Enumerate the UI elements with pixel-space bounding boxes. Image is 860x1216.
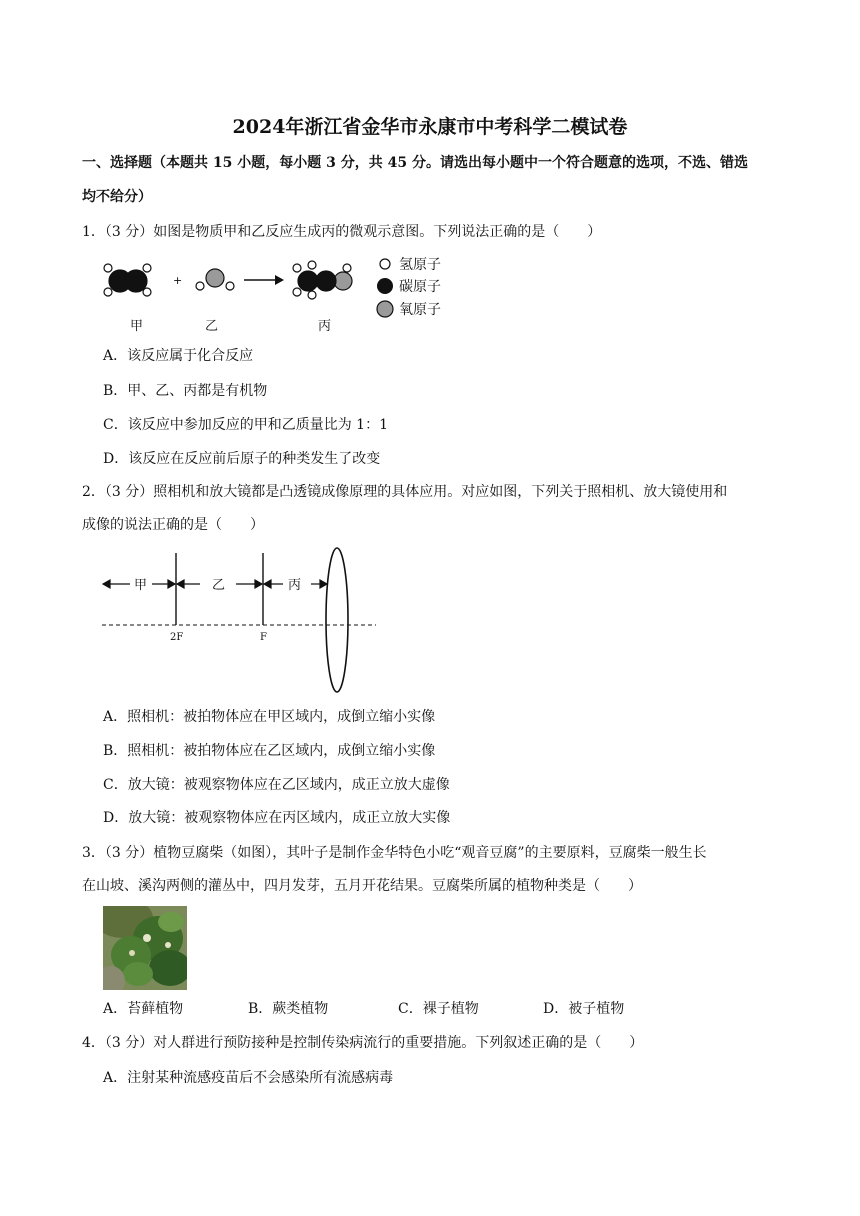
legend-carbon-marker <box>377 278 393 294</box>
region-bing: 丙 <box>288 578 302 593</box>
question-2-stem-line1: 2．（3 分）照相机和放大镜都是凸透镜成像原理的具体应用。对应如图，下列关于照相机、放大镜使用和 <box>82 484 728 500</box>
page-title: 2024年浙江省金华市永康市中考科学二模试卷 <box>232 116 628 138</box>
convex-lens <box>326 548 348 692</box>
plant-photo <box>103 906 187 990</box>
molecule-bing <box>293 261 352 299</box>
q1-option-d[interactable]: D．该反应在反应前后原子的种类发生了改变 <box>103 451 381 467</box>
question-2-stem-line2: 成像的说法正确的是（ ） <box>82 517 264 533</box>
legend-oxygen: 氧原子 <box>399 302 441 318</box>
q3-option-d[interactable]: D．被子植物 <box>543 1001 625 1017</box>
question-3-stem-line1: 3．（3 分）植物豆腐柴（如图），其叶子是制作金华特色小吃“观音豆腐”的主要原料，豆腐柴一般生长 <box>82 845 707 861</box>
reaction-arrow <box>244 275 284 285</box>
q3-option-c[interactable]: C．裸子植物 <box>398 1001 479 1017</box>
molecule-yi <box>196 269 234 290</box>
label-bing: 丙 <box>318 319 332 334</box>
q2-option-c[interactable]: C．放大镜：被观察物体应在乙区域内，成正立放大虚像 <box>103 777 450 793</box>
q2-option-b[interactable]: B．照相机：被拍物体应在乙区域内，成倒立缩小实像 <box>103 743 436 759</box>
region-jia: 甲 <box>134 578 148 593</box>
legend-oxygen-marker <box>377 301 393 317</box>
section-heading-line2: 均不给分） <box>82 189 152 205</box>
q3-option-a[interactable]: A．苔藓植物 <box>103 1001 184 1017</box>
region-yi: 乙 <box>212 578 226 593</box>
legend-carbon: 碳原子 <box>399 279 441 295</box>
mark-f: F <box>260 632 267 643</box>
q2-option-d[interactable]: D．放大镜：被观察物体应在丙区域内，成正立放大实像 <box>103 810 451 826</box>
legend-hydrogen: 氢原子 <box>399 257 441 273</box>
q1-option-b[interactable]: B．甲、乙、丙都是有机物 <box>103 383 268 399</box>
label-yi: 乙 <box>205 319 219 334</box>
q2-option-a[interactable]: A．照相机：被拍物体应在甲区域内，成倒立缩小实像 <box>103 709 436 725</box>
lens-diagram <box>100 545 380 695</box>
question-3-stem-line2: 在山坡、溪沟两侧的灌丛中，四月发芽，五月开花结果。豆腐柴所属的植物种类是（ ） <box>82 878 642 894</box>
question-4-stem: 4．（3 分）对人群进行预防接种是控制传染病流行的重要措施。下列叙述正确的是（ ） <box>82 1035 644 1051</box>
legend <box>377 257 441 318</box>
q1-option-a[interactable]: A．该反应属于化合反应 <box>103 348 254 364</box>
mark-2f: 2F <box>170 632 184 643</box>
label-jia: 甲 <box>130 319 144 334</box>
plus-sign: + <box>173 274 183 287</box>
section-heading-line1: 一、选择题（本题共 15 小题，每小题 3 分，共 45 分。请选出每小题中一个符合题意的选项，不选、错选 <box>82 155 748 171</box>
q3-option-b[interactable]: B．蕨类植物 <box>248 1001 329 1017</box>
molecule-jia <box>104 264 151 296</box>
q4-option-a[interactable]: A．注射某种流感疫苗后不会感染所有流感病毒 <box>103 1070 394 1086</box>
molecule-diagram <box>100 254 452 338</box>
question-1-stem: 1．（3 分）如图是物质甲和乙反应生成丙的微观示意图。下列说法正确的是（ ） <box>82 224 602 240</box>
legend-hydrogen-marker <box>380 259 390 269</box>
q1-option-c[interactable]: C．该反应中参加反应的甲和乙质量比为 1：1 <box>103 417 388 433</box>
